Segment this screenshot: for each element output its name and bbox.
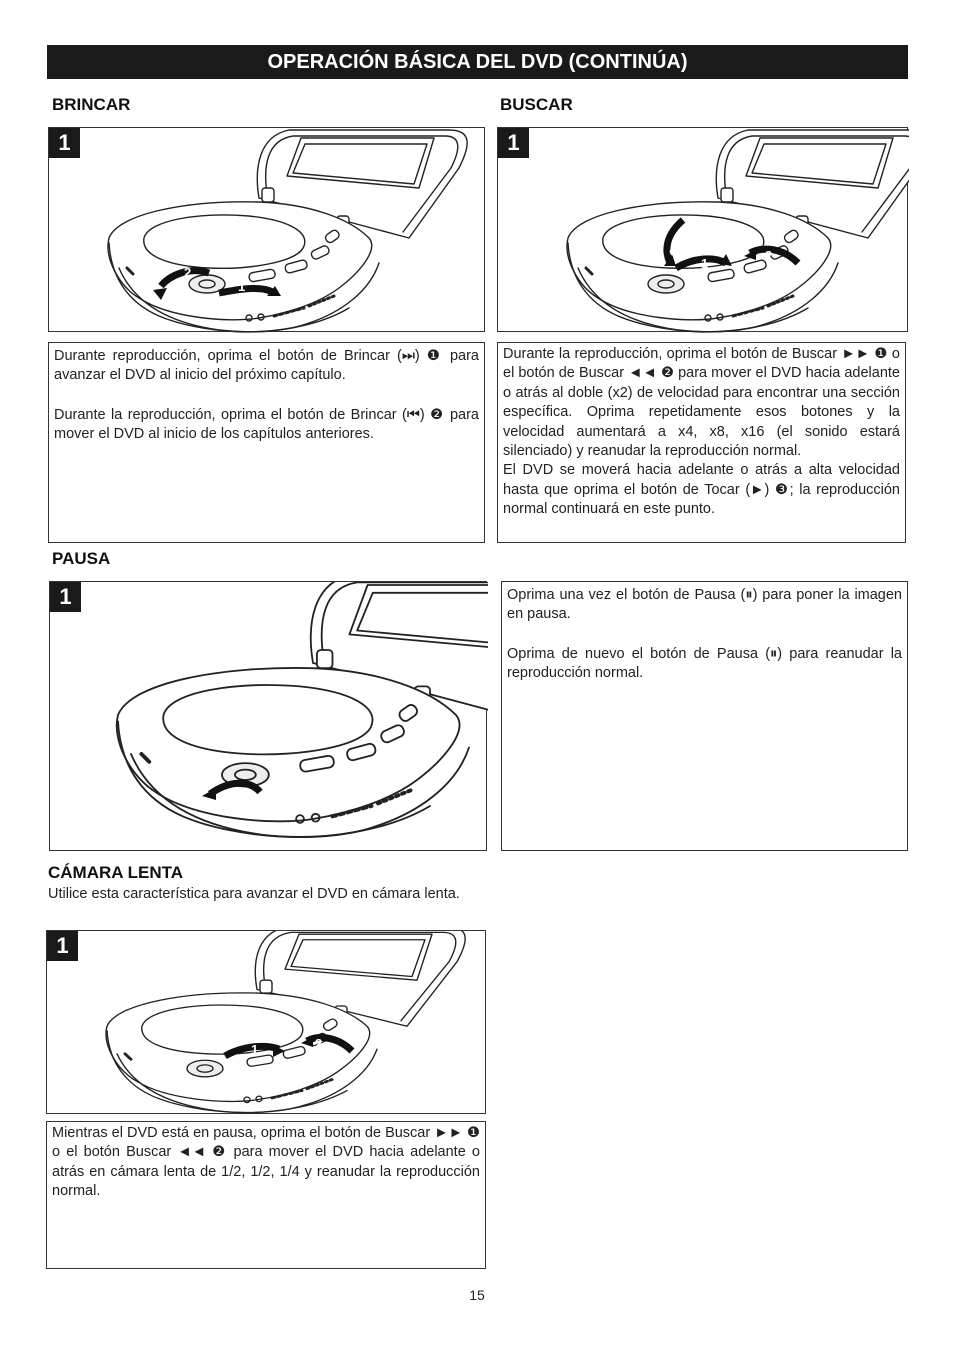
- step-number: 1: [47, 931, 78, 961]
- brincar-heading: BRINCAR: [52, 95, 131, 114]
- callout-3: 3: [666, 245, 683, 258]
- camara-lenta-illustration: [46, 930, 486, 1114]
- step-number: 1: [49, 128, 80, 158]
- camara-lenta-heading: CÁMARA LENTA: [48, 863, 184, 882]
- brincar-illustration: [48, 127, 485, 332]
- callout-2: 2: [184, 265, 192, 280]
- page-number: 15: [469, 1287, 485, 1303]
- pausa-paragraph-1: Oprima una vez el botón de Pausa (⏸) para poner la imagen en pausa.: [507, 587, 902, 623]
- callout-1: 1: [251, 1042, 259, 1057]
- buscar-text-box: [497, 342, 906, 543]
- page-title: OPERACIÓN BÁSICA DEL DVD (CONTINÚA): [47, 45, 908, 79]
- pausa-paragraph-2: Oprima de nuevo el botón de Pausa (⏸) para reanudar la reproducción normal.: [507, 645, 902, 682]
- pausa-text-box: [501, 581, 908, 851]
- callout-1: 1: [701, 256, 709, 271]
- camara-lenta-paragraph-1: Mientras el DVD está en pausa, oprima el botón de Buscar ►► ❶ o el botón Buscar ◄◄ ❷ para mover el DVD hacia adelante o atrás en cámara lenta de 1/2, 1/2, 1/4 y reanudar la reproducción normal.: [52, 1125, 480, 1200]
- buscar-heading: BUSCAR: [500, 95, 573, 114]
- camara-lenta-text-box: [46, 1121, 486, 1269]
- dvd-player-illustration: [49, 128, 486, 333]
- callout-2: 2: [315, 1036, 323, 1051]
- brincar-text-box: [48, 342, 485, 543]
- brincar-paragraph-1: Durante reproducción, oprima el botón de Brincar (⏭) ❶ para avanzar el DVD al inicio del próximo capítulo.: [54, 348, 479, 384]
- callout-1: 1: [238, 279, 246, 294]
- buscar-paragraph-1: Durante la reproducción, oprima el botón de Buscar ►► ❶ o el botón de Buscar ◄◄ ❷ para mover el DVD hacia adelante o atrás al doble (x2) de velocidad para encontrar una sección específica. Oprima repetidamente esos botones y la velocidad aumentará a x4, x8, x16 (el sonido estará silenciado) y reanudar la reproducción normal.: [503, 346, 900, 460]
- arrow-right-icon: [219, 288, 274, 293]
- buscar-paragraph-2: El DVD se moverá hacia adelante o atrás a alta velocidad hasta que oprima el botón de Tocar (►) ❸; la reproducción normal continuará en este punto.: [503, 462, 900, 518]
- step-number: 1: [50, 582, 81, 612]
- pausa-heading: PAUSA: [52, 549, 111, 568]
- step-number: 1: [498, 128, 529, 158]
- callout-2: 2: [765, 248, 773, 263]
- brincar-paragraph-2: Durante la reproducción, oprima el botón de Brincar (⏮) ❷ para mover el DVD al inicio de los capítulos anteriores.: [54, 406, 479, 443]
- pausa-illustration: [49, 581, 487, 851]
- camara-lenta-intro: Utilice esta característica para avanzar el DVD en cámara lenta.: [48, 886, 460, 902]
- dvd-player-illustration: [50, 582, 488, 852]
- buscar-illustration: [497, 127, 908, 332]
- dvd-player-illustration: [47, 931, 487, 1115]
- dvd-player-illustration: [498, 128, 909, 333]
